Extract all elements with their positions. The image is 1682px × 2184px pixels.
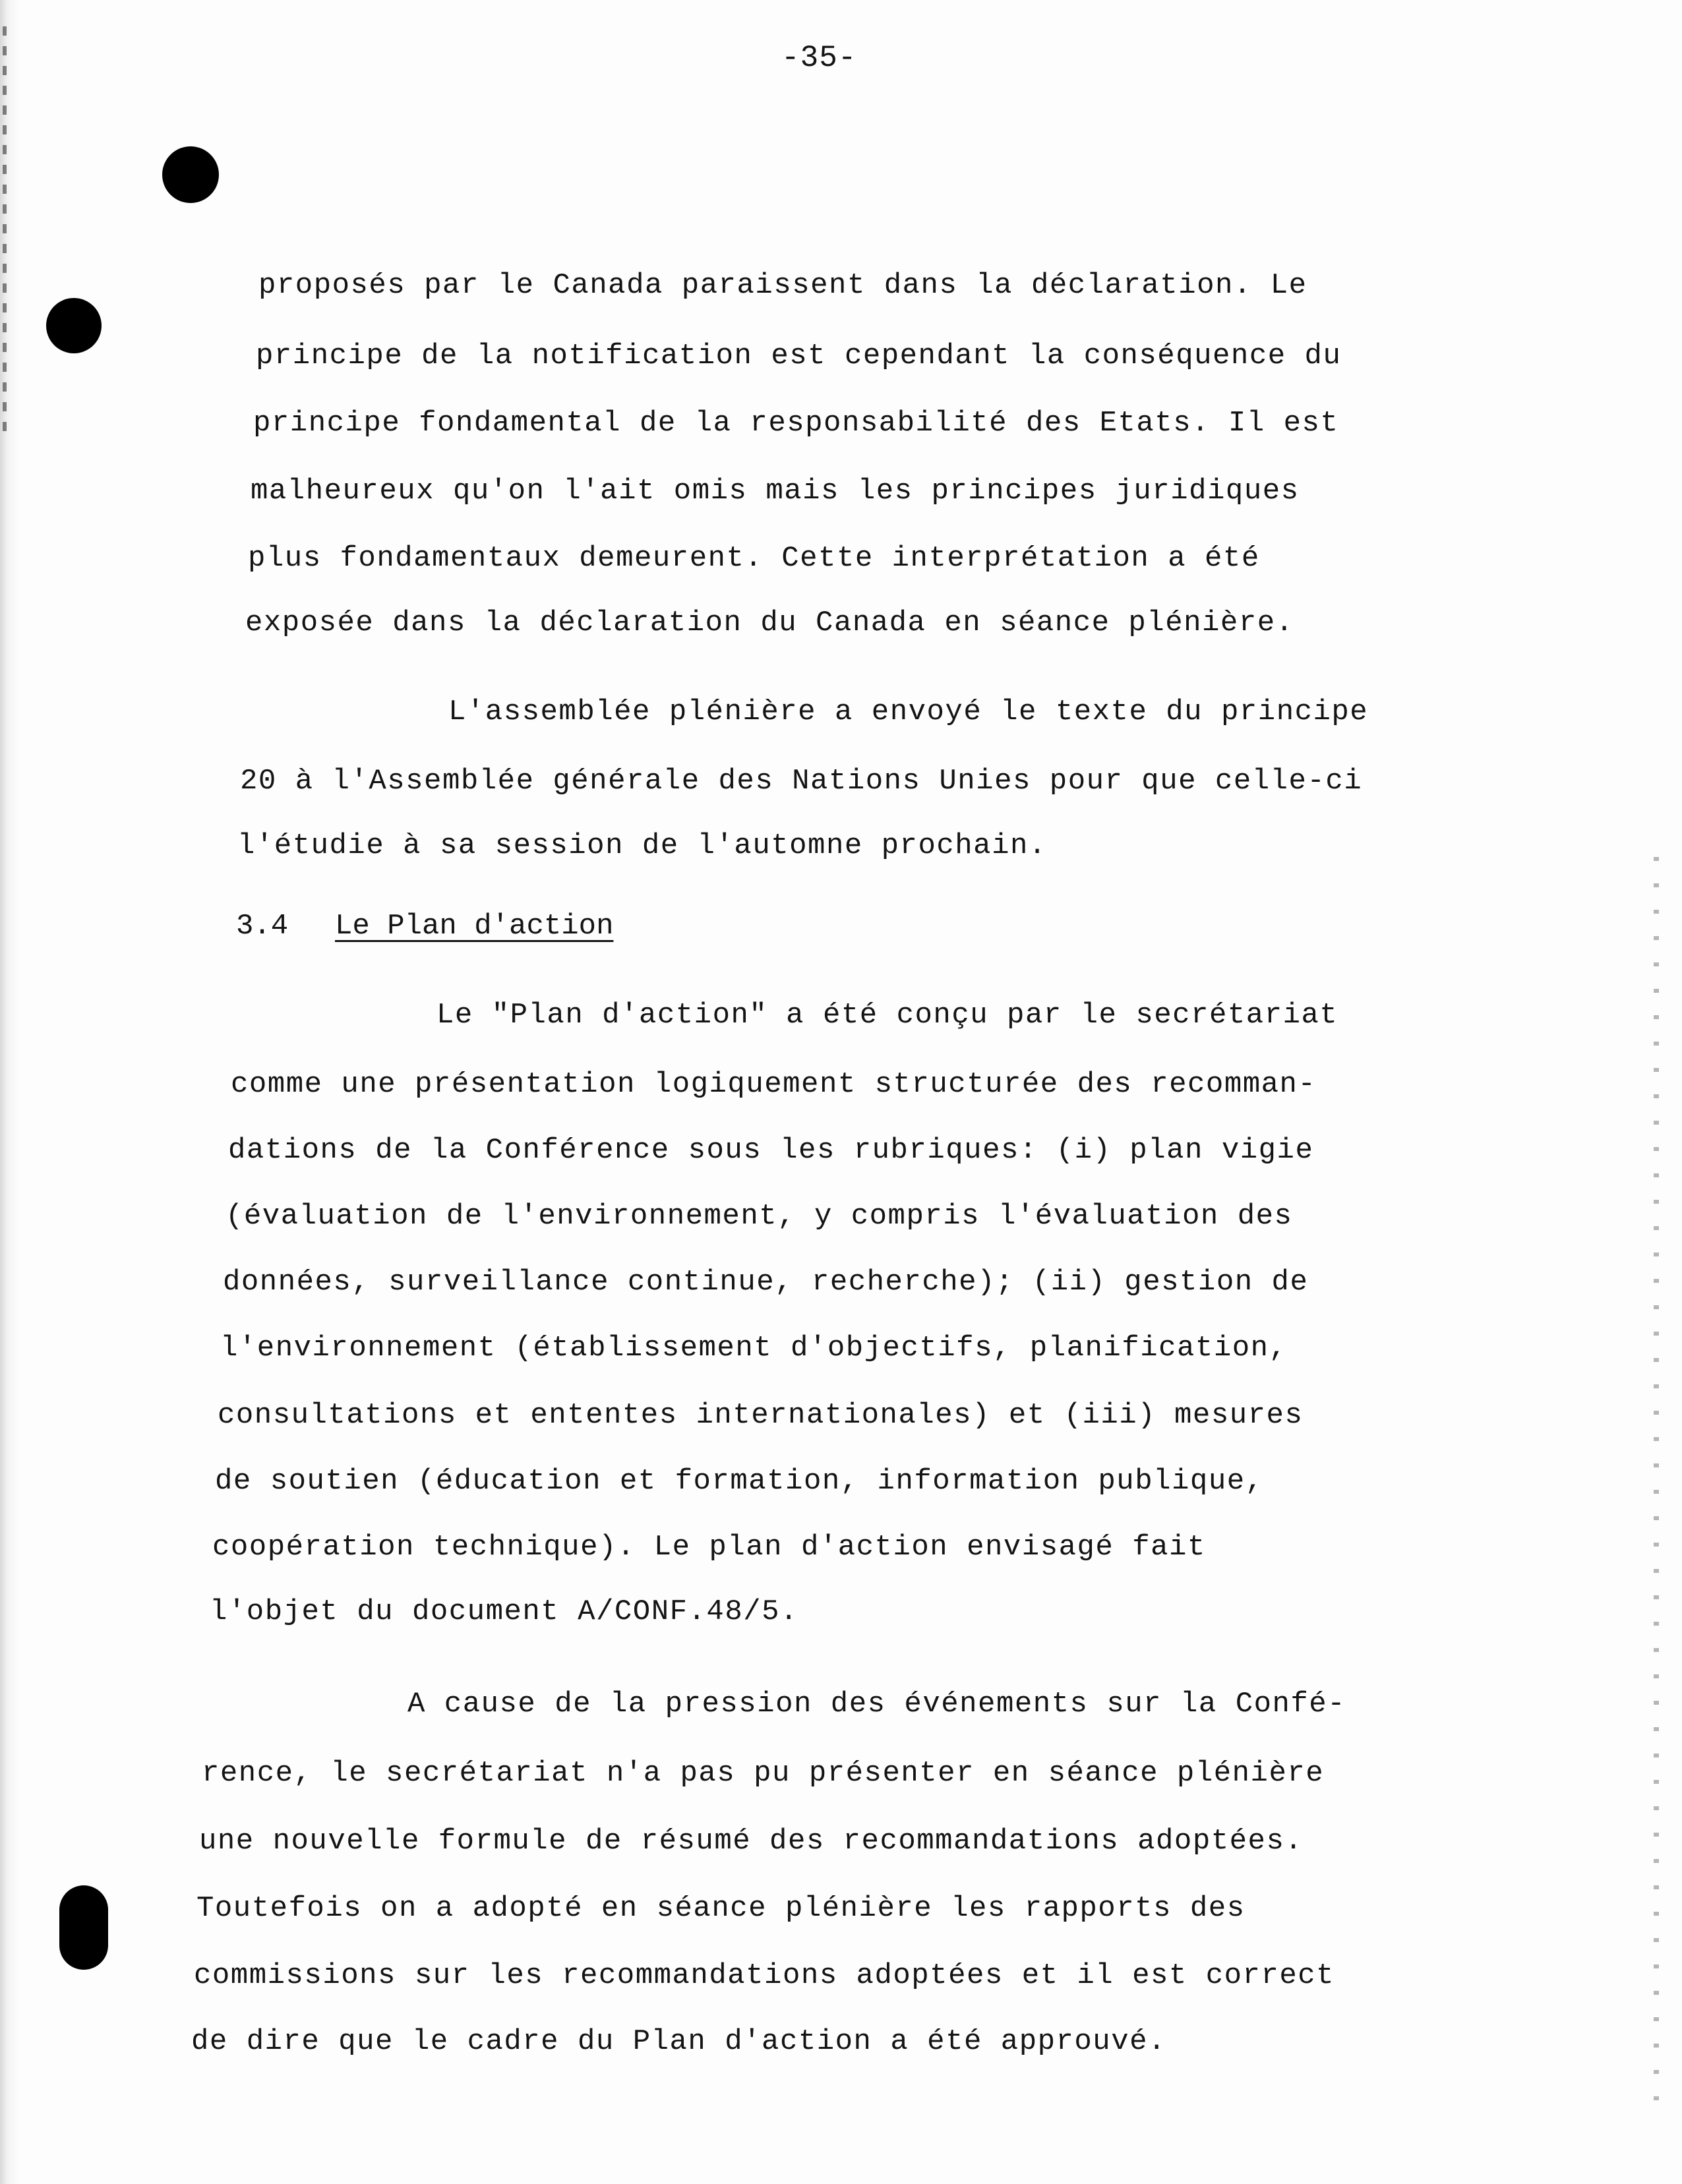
text-line: données, surveillance continue, recherche); (ii) gestion de	[223, 1266, 1309, 1299]
scan-edge-marks-right	[1654, 857, 1659, 2110]
punch-hole-bottom	[59, 1885, 108, 1970]
text-line: principe fondamental de la responsabilité des Etats. Il est	[253, 407, 1339, 440]
text-line: une nouvelle formule de résumé des recommandations adoptées.	[199, 1825, 1304, 1858]
text-line: Le "Plan d'action" a été conçu par le secrétariat	[436, 999, 1338, 1032]
text-line: Toutefois on a adopté en séance plénière les rapports des	[196, 1892, 1246, 1925]
punch-hole-middle	[46, 298, 102, 353]
text-line: L'assemblée plénière a envoyé le texte du principe	[448, 695, 1369, 728]
text-line: proposés par le Canada paraissent dans la déclaration. Le	[258, 269, 1307, 302]
text-line: exposée dans la déclaration du Canada en séance plénière.	[245, 606, 1294, 639]
section-number: 3.4	[236, 910, 289, 943]
page-number: -35-	[781, 41, 857, 75]
text-line: malheureux qu'on l'ait omis mais les principes juridiques	[251, 475, 1300, 508]
text-line: coopération technique). Le plan d'action envisagé fait	[212, 1531, 1206, 1564]
section-title: Le Plan d'action	[335, 910, 614, 943]
text-line: 20 à l'Assemblée générale des Nations Unies pour que celle-ci	[240, 765, 1363, 798]
text-line: rence, le secrétariat n'a pas pu présenter en séance plénière	[202, 1757, 1325, 1790]
text-line: commissions sur les recommandations adoptées et il est correct	[194, 1959, 1335, 1992]
text-line: principe de la notification est cependant la conséquence du	[256, 339, 1342, 372]
text-line: de dire que le cadre du Plan d'action a été approuvé.	[191, 2025, 1166, 2058]
text-line: consultations et ententes internationales) et (iii) mesures	[218, 1399, 1304, 1432]
text-line: comme une présentation logiquement structurée des recomman-	[231, 1068, 1317, 1101]
text-line: A cause de la pression des événements sur la Confé-	[407, 1688, 1346, 1721]
text-line: dations de la Conférence sous les rubriques: (i) plan vigie	[228, 1134, 1314, 1167]
text-line: plus fondamentaux demeurent. Cette interprétation a été	[248, 542, 1260, 575]
text-line: (évaluation de l'environnement, y compris l'évaluation des	[225, 1200, 1293, 1233]
text-line: l'environnement (établissement d'objectifs, planification,	[220, 1332, 1288, 1365]
text-line: l'étudie à sa session de l'automne prochain.	[237, 829, 1047, 862]
text-line: l'objet du document A/CONF.48/5.	[210, 1595, 798, 1628]
scan-edge-marks-left	[3, 26, 7, 435]
punch-hole-top	[162, 146, 219, 203]
text-line: de soutien (éducation et formation, information publique,	[215, 1465, 1264, 1498]
